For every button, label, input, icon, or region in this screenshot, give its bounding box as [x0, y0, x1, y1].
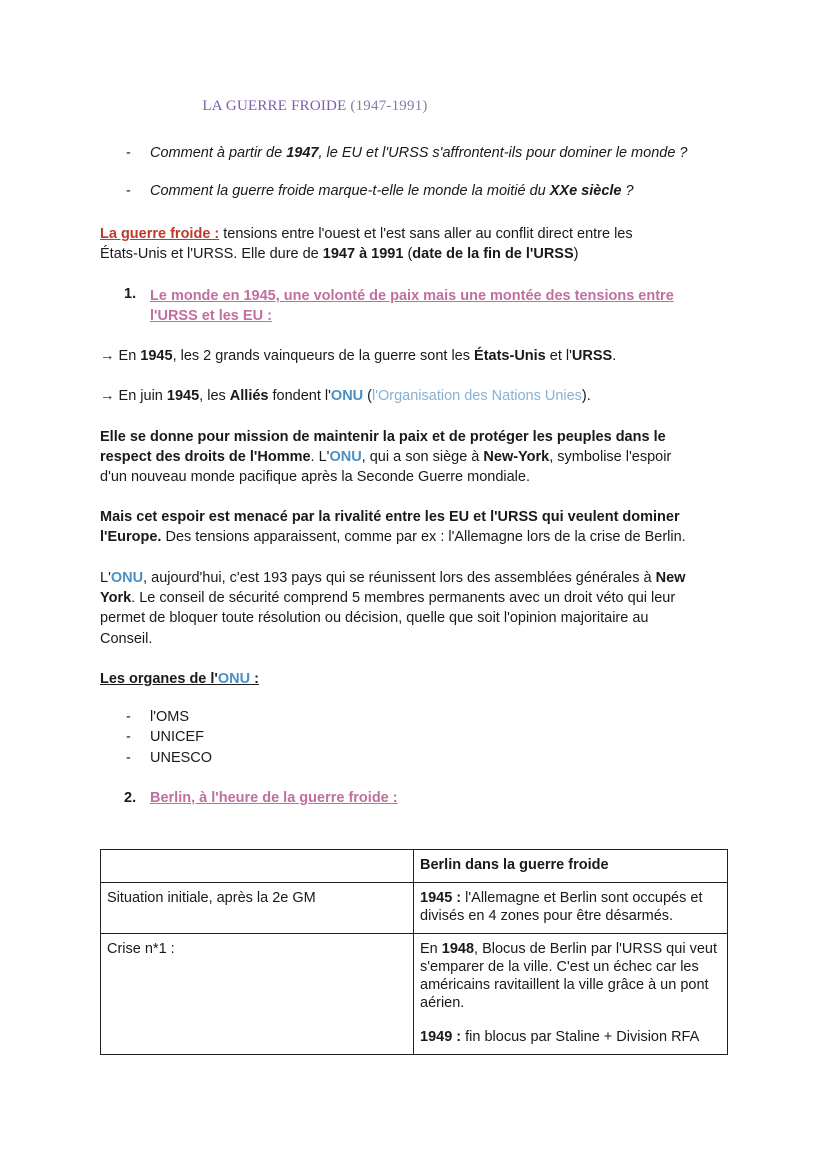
- table-header-cell: [101, 850, 414, 883]
- organes-heading: Les organes de l'ONU :: [100, 671, 259, 687]
- berlin-table: [100, 849, 728, 1055]
- table-row: [101, 883, 728, 934]
- title-main: LA GUERRE FROIDE: [202, 98, 347, 114]
- page-title: [0, 98, 630, 115]
- section-number: 2.: [124, 790, 137, 806]
- arrow-line-1: → En 1945, les 2 grands vainqueurs de la guerre sont les États-Unis et l'URSS.: [100, 348, 617, 364]
- table-row: [101, 934, 728, 1055]
- arrow-line-2: → En juin 1945, les Alliés fondent l'ONU (l'Organisation des Nations Unies).: [100, 388, 591, 404]
- definition-paragraph: La guerre froide : tensions entre l'ouest et l'est sans aller au conflit direct entre les États-Unis et l'URSS. Elle dure de 1947 à 1991 (date de la fin de l'URSS): [100, 226, 633, 263]
- table-cell: Situation initiale, après la 2e GM: [101, 883, 414, 934]
- table-header-row: [101, 850, 728, 883]
- table-cell: En 1948, Blocus de Berlin par l'URSS qui veut s'emparer de la ville. C'est un échec car les américains ravitaillent la ville grâce à un pont aérien. 1949 : fin blocus par Staline + Division RFA: [414, 934, 728, 1055]
- paragraph-rivalry: Mais cet espoir est menacé par la rivalité entre les EU et l'URSS qui veulent dominer l'Europe. Des tensions apparaissent, comme par ex : l'Allemagne lors de la crise de Berlin.: [100, 509, 686, 546]
- paragraph-onu-today: L'ONU, aujourd'hui, c'est 193 pays qui se réunissent lors des assemblées générales à New York. Le conseil de sécurité comprend 5 membres permanents avec un droit véto qui leur permet de bloquer toute résolution ou décision, quelle que soit l'opinion majoritaire au Conseil.: [100, 570, 686, 647]
- title-years: (1947-1991): [350, 98, 428, 114]
- table-header-cell: Berlin dans la guerre froide: [414, 850, 728, 883]
- section-number: 1.: [124, 286, 137, 302]
- definition-term: La guerre froide :: [100, 226, 220, 242]
- paragraph-mission: Elle se donne pour mission de maintenir la paix et de protéger les peuples dans le respect des droits de l'Homme. L'ONU, qui a son siège à New-York, symbolise l'espoir d'un nouveau monde pacifique après la Seconde Guerre mondiale.: [100, 429, 672, 486]
- table-cell: Crise n*1 :: [101, 934, 414, 1055]
- table-cell: 1945 : l'Allemagne et Berlin sont occupés et divisés en 4 zones pour être désarmés.: [414, 883, 728, 934]
